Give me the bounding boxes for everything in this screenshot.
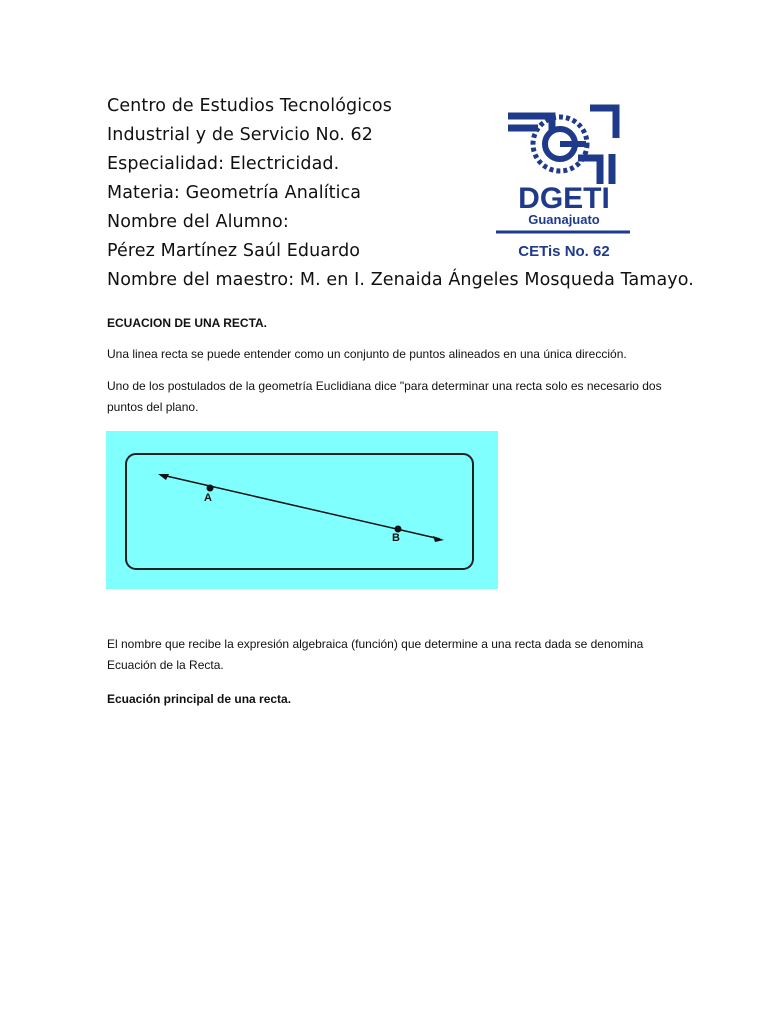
logo-org: DGETI (518, 182, 610, 215)
section-title: ECUACION DE UNA RECTA. (107, 316, 268, 330)
header-student-label: Nombre del Alumno: (107, 212, 289, 232)
point-b-label: B (392, 532, 400, 544)
paragraph-postulate: Uno de los postulados de la geometría Euclidiana dice "para determinar una recta solo es necesario dos puntos del plano. (107, 379, 662, 414)
point-a-marker (207, 485, 214, 492)
line-diagram (106, 431, 498, 589)
header-subject: Materia: Geometría Analítica (107, 183, 362, 203)
header-student-name: Pérez Martínez Saúl Eduardo (107, 241, 361, 261)
section-subtitle: Ecuación principal de una recta. (107, 692, 292, 706)
point-a-label: A (204, 492, 212, 504)
dgeti-logo (494, 98, 634, 264)
header-teacher: Nombre del maestro: M. en I. Zenaida Ángeles Mosqueda Tamayo. (107, 270, 694, 290)
logo-state: Guanajuato (528, 212, 600, 227)
header-specialty: Especialidad: Electricidad. (107, 154, 340, 174)
paragraph-definition: Una linea recta se puede entender como un conjunto de puntos alineados en una única dirección. (107, 347, 627, 361)
paragraph-equation-definition: El nombre que recibe la expresión algebraica (función) que determine a una recta dada se denomina Ecuación de la Recta. (107, 637, 644, 672)
logo-school: CETis No. 62 (518, 243, 610, 260)
header-school-line-2: Industrial y de Servicio No. 62 (107, 125, 374, 145)
header-school-line-1: Centro de Estudios Tecnológicos (107, 96, 392, 116)
